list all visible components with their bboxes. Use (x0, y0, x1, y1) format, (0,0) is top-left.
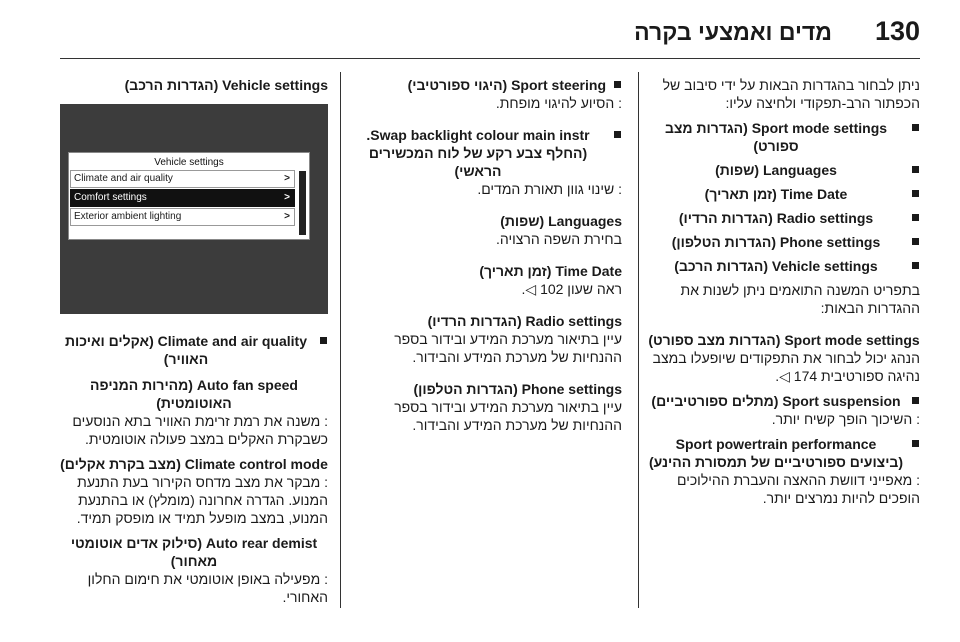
middle-column (350, 76, 622, 441)
bullet-item: Phone settings (הגדרות הטלפון) (648, 233, 920, 251)
menu-item-label: Comfort settings (74, 192, 147, 203)
bullet-item: Radio settings (הגדרות הרדיו) (648, 209, 920, 227)
menu-item-label: Climate and air quality (74, 173, 173, 184)
display-figure (60, 104, 328, 314)
page-title: מדים ואמצעי בקרה (634, 19, 832, 45)
submenu-note: בתפריט המשנה התואמים ניתן לשנות את ההגדרות הבאות: (680, 282, 920, 316)
menu-item-exterior-lighting[interactable] (70, 208, 295, 226)
body-text: הנהג יכול לבחור את התפקודים שיופעלו במצב נהיגה ספורטיבית 174 ◁. (652, 350, 920, 384)
bullet-item: Sport mode settings (הגדרות מצב ספורט) (648, 119, 920, 155)
header-divider (60, 58, 920, 59)
chevron-right-icon: > (284, 192, 290, 203)
left-column (60, 76, 328, 613)
menu-item-label: Exterior ambient lighting (74, 211, 182, 222)
section-heading: Auto fan speed (מהירות המניפה האוטומטית) (90, 377, 298, 411)
body-text: : מפעילה באופן אוטומטי את חימום החלון האחורי. (87, 571, 328, 605)
column-divider (340, 72, 341, 608)
display-screen (68, 152, 310, 240)
bullet-item: Languages (שפות) (648, 161, 920, 179)
body-text: עיין בתיאור מערכת המידע ובידור בספר ההנחיות של מערכת המידע והבידור. (394, 331, 622, 365)
bullet-item: Vehicle settings (הגדרות הרכב) (648, 257, 920, 275)
body-text: : השיכוך הופך קשיח יותר. (771, 411, 920, 427)
body-text: עיין בתיאור מערכת המידע ובידור בספר ההנחיות של מערכת המידע והבידור. (394, 399, 622, 433)
body-text: : שינוי גוון תאורת המדים. (477, 181, 622, 197)
body-text: : הסיוע להיגוי מופחת. (495, 95, 622, 111)
body-text: ראה שעון 102 ◁. (521, 281, 622, 297)
section-heading: Sport mode settings (הגדרות מצב ספורט) (648, 332, 920, 348)
section-heading: Time Date (זמן תאריך) (479, 263, 622, 279)
chevron-right-icon: > (284, 173, 290, 184)
section-heading: Radio settings (הגדרות הרדיו) (427, 313, 622, 329)
page-header (60, 14, 920, 50)
scrollbar[interactable] (299, 171, 306, 235)
bullet-item: Swap backlight colour main instr. (החלף צבע רקע של לוח המכשירים הראשי) (350, 126, 622, 180)
bullet-item: Sport powertrain performance (ביצועים ספורטיביים של תמסורת ההינע) (648, 435, 920, 471)
menu-item-climate[interactable] (70, 170, 295, 188)
body-text: : מאפייני דוושת ההאצה והעברת ההילוכים הופכים להיות נמרצים יותר. (676, 472, 920, 506)
intro-text: ניתן לבחור בהגדרות הבאות על ידי סיבוב של הכפתור הרב-תפקודי ולחיצה עליו: (662, 77, 920, 111)
body-text: בחירת השפה הרצויה. (496, 231, 622, 247)
bullet-item: Time Date (זמן תאריך) (648, 185, 920, 203)
body-text: : מבקר את מצב מדחס הקירור בעת התנעת המנוע. הגדרה אחרונה (מומלץ) או בהתנעת המנוע, במצב מופעל תמיד או מופסק תמיד. (76, 474, 328, 526)
section-heading: Auto rear demist (סילוק אדים אוטומטי מאחור) (70, 535, 318, 569)
section-heading: Phone settings (הגדרות הטלפון) (413, 381, 622, 397)
section-heading: Vehicle settings (הגדרות הרכב) (124, 77, 328, 93)
screen-title: Vehicle settings (154, 157, 224, 168)
body-text: : משנה את רמת זרימת האוויר בתא הנוסעים כשבקרת האקלים במצב פעולה אוטומטית. (72, 413, 328, 447)
bullet-item: Sport suspension (מתלים ספורטיביים) (648, 392, 920, 410)
bullet-item: Climate and air quality (אקלים ואיכות האוויר) (60, 332, 328, 368)
menu-item-comfort[interactable] (70, 189, 295, 207)
right-column (648, 76, 920, 514)
section-heading: Climate control mode (מצב בקרת אקלים) (60, 456, 328, 472)
bullet-item: Sport steering (היגוי ספורטיבי) (350, 76, 622, 94)
chevron-right-icon: > (284, 211, 290, 222)
section-heading: Languages (שפות) (500, 213, 622, 229)
column-divider (638, 72, 639, 608)
page-number: 130 (874, 16, 920, 46)
